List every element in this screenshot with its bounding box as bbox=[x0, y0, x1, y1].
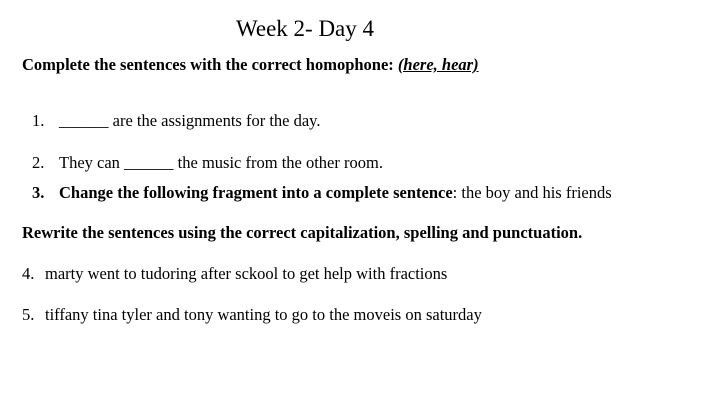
list-item-2 bbox=[32, 153, 383, 173]
item-number: 1. bbox=[32, 111, 45, 130]
item-number: 2. bbox=[32, 153, 45, 172]
item-text: ______ are the assignments for the day. bbox=[59, 111, 321, 130]
page-title: Week 2- Day 4 bbox=[236, 16, 375, 41]
homophone-instruction-text: Complete the sentences with the correct homophone: bbox=[22, 55, 398, 74]
fragment-text: : the boy and his friends bbox=[452, 183, 612, 202]
list-item-1 bbox=[32, 111, 321, 131]
list-item-5 bbox=[22, 305, 482, 325]
fragment-instruction: Change the following fragment into a complete sentence bbox=[59, 183, 453, 202]
rewrite-instruction: Rewrite the sentences using the correct capitalization, spelling and punctuation. bbox=[22, 223, 583, 242]
item-text: marty went to tudoring after sckool to get help with fractions bbox=[45, 264, 448, 283]
item-number: 3. bbox=[32, 183, 45, 202]
homophone-instruction bbox=[22, 55, 479, 75]
item-text: tiffany tina tyler and tony wanting to go to the moveis on saturday bbox=[45, 305, 482, 324]
list-item-3 bbox=[32, 183, 612, 203]
item-number: 5. bbox=[22, 305, 35, 324]
item-number: 4. bbox=[22, 264, 35, 283]
list-item-4 bbox=[22, 264, 447, 284]
homophone-options: (here, hear) bbox=[397, 55, 479, 74]
item-text: They can ______ the music from the other room. bbox=[59, 153, 383, 172]
